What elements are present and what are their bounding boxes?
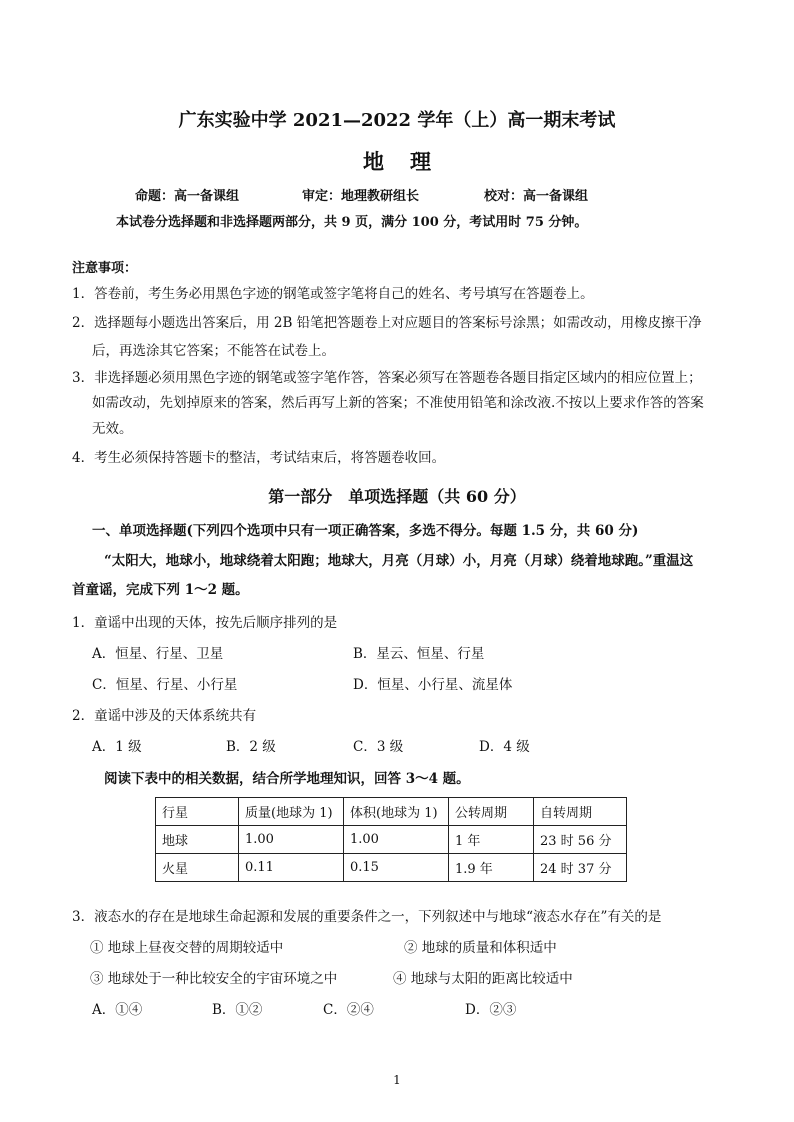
table-header-cell: 体积(地球为 1) bbox=[344, 798, 449, 826]
question-3-statement-4: ④ 地球与太阳的距离比较适中 bbox=[393, 971, 573, 987]
section-instruction: 一、单项选择题(下列四个选项中只有一项正确答案，多选不得分。每题 1.5 分，共 60 分) bbox=[92, 523, 639, 539]
table-cell: 24 时 37 分 bbox=[534, 854, 627, 882]
note-3-line-1: 3．非选择题必须用黑色字迹的钢笔或签字笔作答，答案必须写在答题卷各题目指定区域内的相应位置上； bbox=[72, 370, 702, 386]
table-cell: 1.9 年 bbox=[449, 854, 534, 882]
table-row bbox=[156, 826, 627, 854]
question-2-option-d: D．4 级 bbox=[479, 739, 530, 755]
passage-1-line-1: “太阳大，地球小，地球绕着太阳跑；地球大，月亮（月球）小，月亮（月球）绕着地球跑。”重温这 bbox=[104, 553, 694, 569]
question-3-option-b: B．①② bbox=[212, 1002, 263, 1018]
question-2-stem: 2．童谣中涉及的天体系统共有 bbox=[72, 708, 257, 724]
question-2-option-b: B．2 级 bbox=[226, 739, 276, 755]
table-header-cell: 公转周期 bbox=[449, 798, 534, 826]
setter-label: 命题：高一备课组 bbox=[135, 189, 240, 204]
question-3-stem: 3．液态水的存在是地球生命起源和发展的重要条件之一，下列叙述中与地球“液态水存在”有关的是 bbox=[72, 909, 662, 925]
proofreader-label: 校对：高一备课组 bbox=[484, 189, 589, 204]
question-3-option-a: A．①④ bbox=[92, 1002, 143, 1018]
table-cell: 23 时 56 分 bbox=[534, 826, 627, 854]
question-3-statement-2: ② 地球的质量和体积适中 bbox=[404, 940, 557, 956]
table-cell: 1.00 bbox=[239, 826, 344, 854]
table-header-row bbox=[156, 798, 627, 826]
table-cell: 0.15 bbox=[344, 854, 449, 882]
table-header-cell: 行星 bbox=[156, 798, 239, 826]
question-3-option-c: C．②④ bbox=[323, 1002, 374, 1018]
question-2-option-c: C．3 级 bbox=[353, 739, 404, 755]
question-1-option-b: B．星云、恒星、行星 bbox=[353, 646, 485, 662]
question-1-stem: 1．童谣中出现的天体，按先后顺序排列的是 bbox=[72, 615, 338, 631]
question-1-option-c: C．恒星、行星、小行星 bbox=[92, 677, 238, 693]
table-header-cell: 质量(地球为 1) bbox=[239, 798, 344, 826]
table-cell: 1.00 bbox=[344, 826, 449, 854]
question-3-statement-3: ③ 地球处于一种比较安全的宇宙环境之中 bbox=[90, 971, 338, 987]
table-row bbox=[156, 854, 627, 882]
question-3-statement-1: ① 地球上昼夜交替的周期较适中 bbox=[90, 940, 284, 956]
note-1: 1．答卷前，考生务必用黑色字迹的钢笔或签字笔将自己的姓名、考号填写在答题卷上。 bbox=[72, 286, 594, 302]
table-cell: 地球 bbox=[156, 826, 239, 854]
planet-data-table bbox=[155, 797, 627, 882]
question-1-option-d: D．恒星、小行星、流星体 bbox=[353, 677, 513, 693]
table-cell: 0.11 bbox=[239, 854, 344, 882]
exam-intro: 本试卷分选择题和非选择题两部分，共 9 页，满分 100 分，考试用时 75 分钟。 bbox=[116, 215, 588, 230]
note-2-line-1: 2．选择题每小题选出答案后，用 2B 铅笔把答题卷上对应题目的答案标号涂黑；如需改动，用橡皮擦干净 bbox=[72, 315, 702, 331]
reviewer-label: 审定：地理教研组长 bbox=[302, 189, 420, 204]
subject-title: 地理 bbox=[363, 149, 457, 174]
note-3-line-3: 无效。 bbox=[92, 421, 133, 437]
table-header-cell: 自转周期 bbox=[534, 798, 627, 826]
question-2-option-a: A．1 级 bbox=[92, 739, 142, 755]
question-3-option-d: D．②③ bbox=[465, 1002, 517, 1018]
note-3-line-2: 如需改动，先划掉原来的答案，然后再写上新的答案；不准使用铅笔和涂改液.不按以上要求作答的答案 bbox=[92, 395, 704, 411]
table-cell: 1 年 bbox=[449, 826, 534, 854]
passage-2: 阅读下表中的相关数据，结合所学地理知识，回答 3～4 题。 bbox=[104, 771, 470, 787]
section-title: 第一部分 单项选择题（共 60 分） bbox=[268, 487, 526, 506]
exam-title: 广东实验中学 2021—2022 学年（上）高一期末考试 bbox=[178, 110, 616, 131]
notes-heading: 注意事项： bbox=[72, 261, 138, 276]
note-2-line-2: 后，再选涂其它答案；不能答在试卷上。 bbox=[92, 343, 335, 359]
question-1-option-a: A．恒星、行星、卫星 bbox=[92, 646, 224, 662]
note-4: 4．考生必须保持答题卡的整洁，考试结束后，将答题卷收回。 bbox=[72, 450, 446, 466]
page-number: 1 bbox=[393, 1073, 401, 1087]
passage-1-line-2: 首童谣，完成下列 1～2 题。 bbox=[72, 582, 249, 598]
table-cell: 火星 bbox=[156, 854, 239, 882]
